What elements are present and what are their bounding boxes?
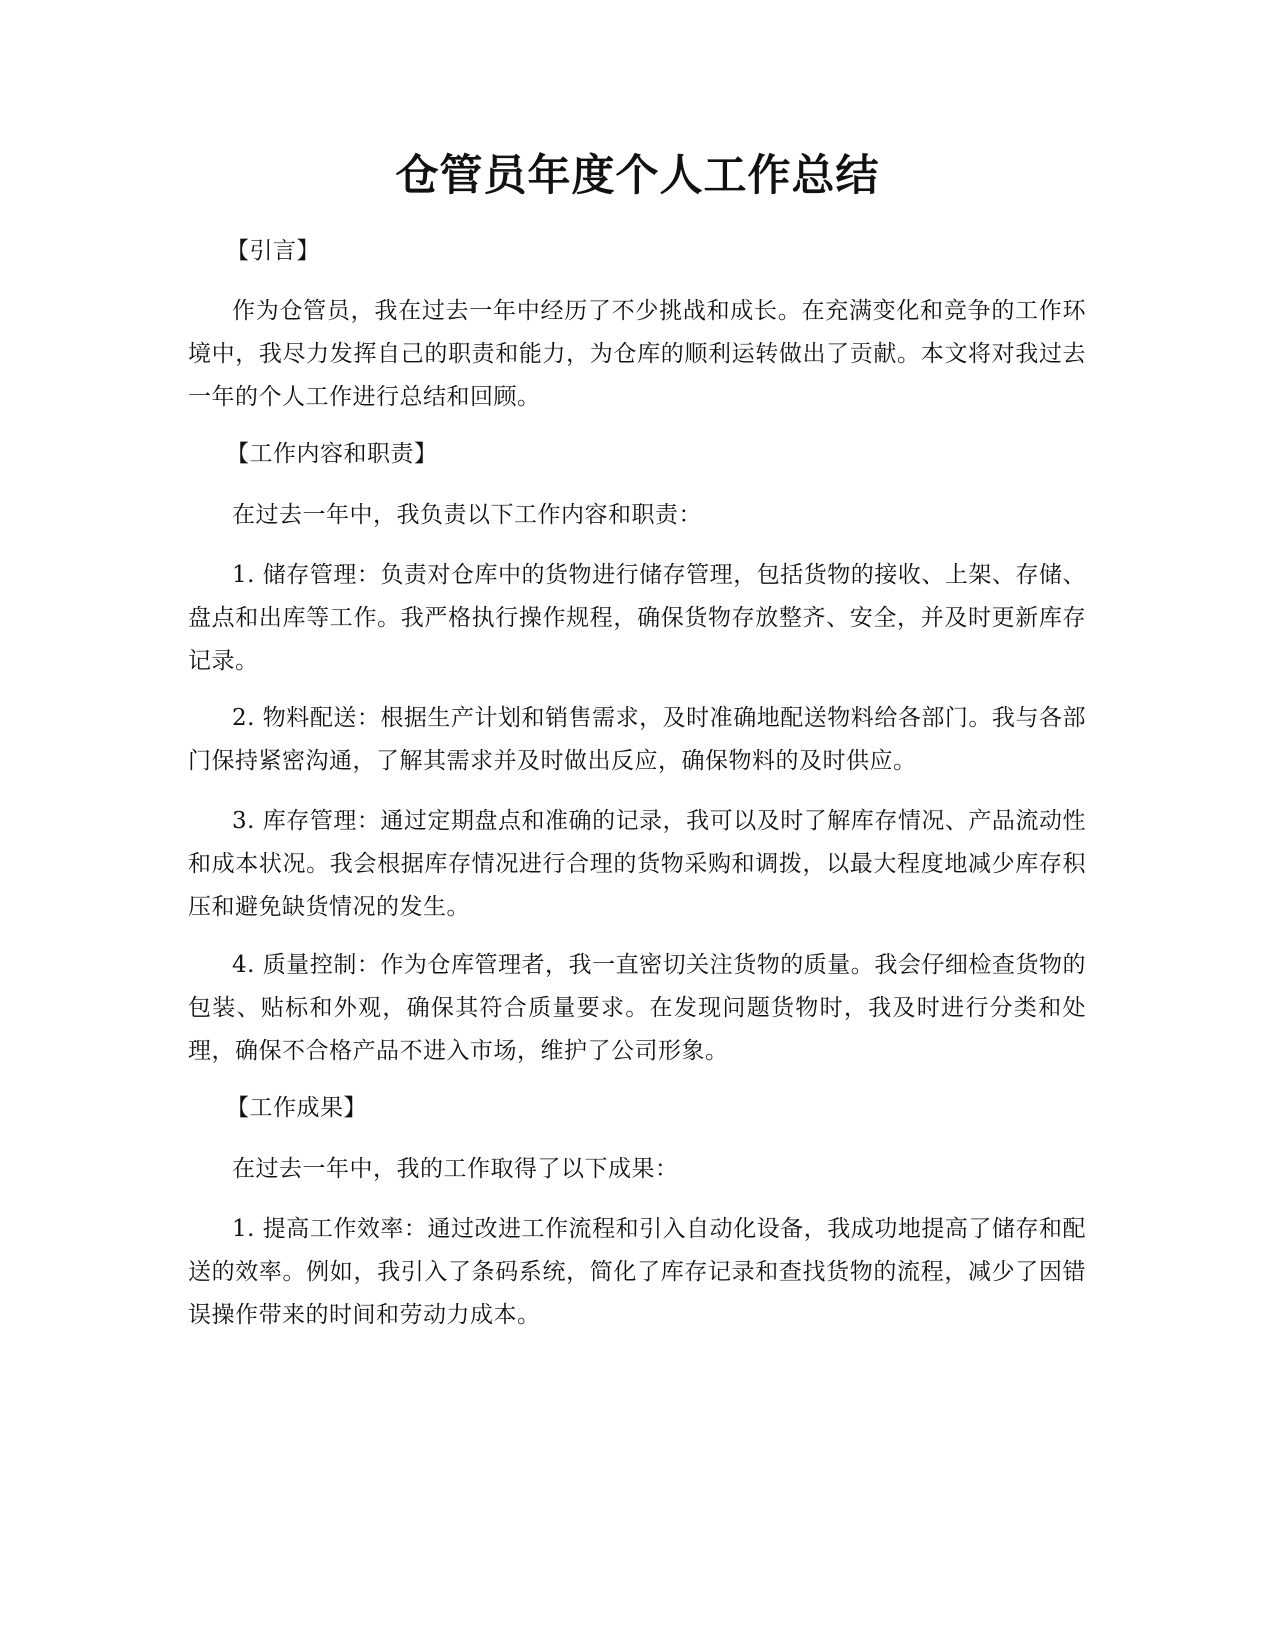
paragraph-duty-quality: 4. 质量控制：作为仓库管理者，我一直密切关注货物的质量。我会仔细检查货物的包装、贴标和外观，确保其符合质量要求。在发现问题货物时，我及时进行分类和处理，确保不合格产品不进入市场，维护了公司形象。: [188, 952, 1086, 1064]
paragraph-duty-storage: 1. 储存管理：负责对仓库中的货物进行储存管理，包括货物的接收、上架、存储、盘点和出库等工作。我严格执行操作规程，确保货物存放整齐、安全，并及时更新库存记录。: [188, 562, 1086, 674]
document-title: 仓管员年度个人工作总结: [395, 151, 880, 201]
paragraph-duty-inventory: 3. 库存管理：通过定期盘点和准确的记录，我可以及时了解库存情况、产品流动性和成本状况。我会根据库存情况进行合理的货物采购和调拨，以最大程度地减少库存积压和避免缺货情况的发生。: [188, 808, 1086, 920]
paragraph-duty-delivery: 2. 物料配送：根据生产计划和销售需求，及时准确地配送物料给各部门。我与各部门保持紧密沟通，了解其需求并及时做出反应，确保物料的及时供应。: [188, 705, 1086, 774]
paragraph-duties-intro: 在过去一年中，我负责以下工作内容和职责：: [232, 502, 702, 528]
section-heading-intro: 【引言】: [226, 238, 320, 264]
paragraph-intro: 作为仓管员，我在过去一年中经历了不少挑战和成长。在充满变化和竞争的工作环境中，我尽力发挥自己的职责和能力，为仓库的顺利运转做出了贡献。本文将对我过去一年的个人工作进行总结和回顾。: [188, 298, 1086, 410]
section-heading-duties: 【工作内容和职责】: [226, 441, 438, 467]
section-heading-results: 【工作成果】: [226, 1095, 367, 1121]
paragraph-results-intro: 在过去一年中，我的工作取得了以下成果：: [232, 1156, 679, 1182]
paragraph-result-efficiency: 1. 提高工作效率：通过改进工作流程和引入自动化设备，我成功地提高了储存和配送的效率。例如，我引入了条码系统，简化了库存记录和查找货物的流程，减少了因错误操作带来的时间和劳动力成本。: [188, 1216, 1086, 1328]
